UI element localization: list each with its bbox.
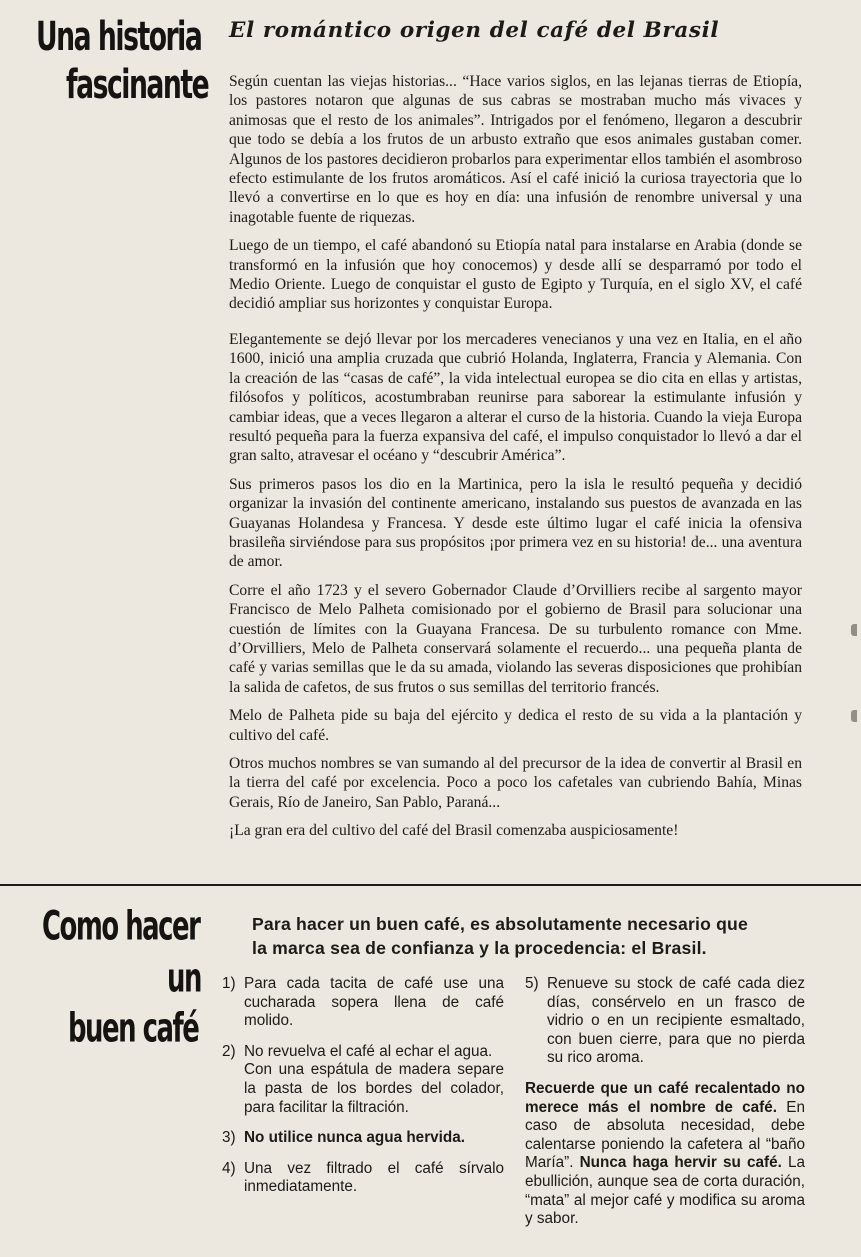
section-divider — [0, 884, 861, 886]
article-paragraph: Sus primeros pasos los dio en la Martinica, pero la isla le resultó pequeña y decidió organizar la invasión del continente americano, instalando sus puestos de avanzada en las Guayanas Holandesa y Francesa. Y desde este último lugar el café inicia la ofensiva brasileña sirviéndose para sus propósitos ¡por primera vez en su historia! de... una aventura de amor. — [229, 475, 802, 571]
steps-column-right — [525, 975, 805, 1229]
step-text: Una vez filtrado el café sírvalo inmediatamente. — [244, 1159, 504, 1196]
step-number: 3) — [222, 1129, 236, 1147]
article-paragraph: Otros muchos nombres se van sumando al del precursor de la idea de convertir al Brasil en la tierra del café por excelencia. Poco a poco los cafetales van cubriendo Bahía, Minas Gerais, Río de Janeiro, San Pablo, Paraná... — [229, 755, 802, 811]
step-text: No utilice nunca agua hervida. — [244, 1129, 466, 1147]
heading-como-hacer: Como hacer — [42, 904, 200, 950]
heading-fascinante: fascinante — [66, 62, 209, 108]
article-paragraph: Melo de Palheta pide su baja del ejército y dedica el resto de su vida a la plantación y cultivo del café. — [229, 707, 802, 744]
step-item — [525, 975, 805, 1068]
article-paragraph: Elegantemente se dejó llevar por los mercaderes venecianos y una vez en Italia, en el año 1600, inició una amplia cruzada que cubrió Holanda, Inglaterra, Francia y Alemania. Con la creación de las “casas de café”, la vida intelectual europea se dio cita en ellas y artistas, filósofos y políticos, acostumbraban reunirse para saborear la estimulante infusión y cambiar ideas, que a veces llegaron a alterar el curso de la historia. Cuando la vieja Europa resultó pequeña para la fuerza expansiva del café, el impulso conquistador lo llevó a dar el gran salto, atravesar el océano y “descubrir América”. — [229, 330, 802, 465]
steps-column-left — [222, 975, 504, 1209]
step-number: 2) — [222, 1042, 236, 1060]
lead-statement — [252, 912, 812, 960]
article-paragraph: Corre el año 1723 y el severo Gobernador Claude d’Orvilliers recibe al sargento mayor Francisco de Melo Palheta comisionado por el gobierno de Brasil para solucionar una cuestión de límites con la Guayana Francesa. De su turbulento romance con Mme. d’Orvilliers, Melo de Palheta conservará solamente el recuerdo... una pequeña planta de café y varias semillas que le da su amada, violando las severas disposiciones que prohibían la salida de cafetos, de sus frutos o sus semillas del territorio francés. — [229, 581, 802, 696]
heading-un: un — [167, 956, 201, 1002]
lead-line: la marca sea de confianza y la procedencia: el Brasil. — [252, 938, 707, 958]
step-text-wrapper — [244, 1043, 504, 1117]
heading-buen-cafe: buen café — [68, 1006, 199, 1052]
note-text-2: La ebullición, aunque sea de corta duración, “mata” al mejor café y modifica su aroma y sabor. — [525, 1154, 805, 1228]
step-extra-text: Con una espátula de madera separe la pasta de los bordes del colador, para facilitar la filtración. — [244, 1061, 504, 1116]
note-bold-2: Nunca haga hervir su café. — [579, 1154, 782, 1172]
note-bold: Recuerde que un café recalentado no merece más el nombre de café. — [525, 1079, 805, 1116]
note-text: En caso de absoluta necesidad, debe calentarse poniendo la cafetera al “baño María”. — [525, 1098, 805, 1172]
heading-una-historia: Una historia — [36, 14, 202, 60]
step-text: Para cada tacita de café use una cucharada sopera llena de café molido. — [244, 975, 504, 1030]
step-number: 1) — [222, 975, 236, 992]
article-paragraph: ¡La gran era del cultivo del café del Brasil comenzaba auspiciosamente! — [229, 822, 679, 840]
scan-edge-mark — [851, 710, 857, 722]
article-paragraph: Según cuentan las viejas historias... “Hace varios siglos, en las lejanas tierras de Etiopía, los pastores notaron que algunas de sus cabras se mostraban mucho más vivaces y animosas que el resto de los animales”. Intrigados por el fenómeno, llegaron a descubrir que todo se debía a los frutos de un arbusto extraño que esos animales gustaban comer. Algunos de los pastores decidieron probarlos para experimentar ellos también el asombroso efecto estimulante de los frutos aromáticos. Así el café inició la curiosa trayectoria que lo llevó a convertirse en lo que es hoy en día: una infusión de renombre universal y una inagotable fuente de riquezas. — [229, 73, 802, 226]
article-paragraph: Luego de un tiempo, el café abandonó su Etiopía natal para instalarse en Arabia (donde se transformó en la infusión que hoy conocemos) y desde allí se desparramó por todo el Medio Oriente. Luego de conquistar el gusto de Egipto y Turquía, en el siglo XV, el café decidió ampliar sus horizontes y conquistar Europa. — [229, 237, 802, 313]
step-item — [222, 1160, 504, 1197]
reheat-note — [525, 1080, 805, 1229]
lead-line: Para hacer un buen café, es absolutamente necesario que — [252, 914, 748, 934]
step-text: No revuelva el café al echar el agua. — [244, 1042, 493, 1060]
step-number: 5) — [525, 975, 539, 992]
history-article — [229, 72, 802, 850]
step-item — [222, 1043, 504, 1117]
step-item — [222, 1129, 504, 1148]
scan-edge-mark — [851, 624, 857, 636]
step-number: 4) — [222, 1159, 236, 1177]
step-text: Renueve su stock de café cada diez días, consérvelo en un frasco de vidrio o en un recipiente esmaltado, con buen cierre, para que no pierda su rico aroma. — [547, 975, 805, 1067]
step-item — [222, 975, 504, 1031]
article-subtitle: El romántico origen del café del Brasil — [229, 18, 720, 43]
